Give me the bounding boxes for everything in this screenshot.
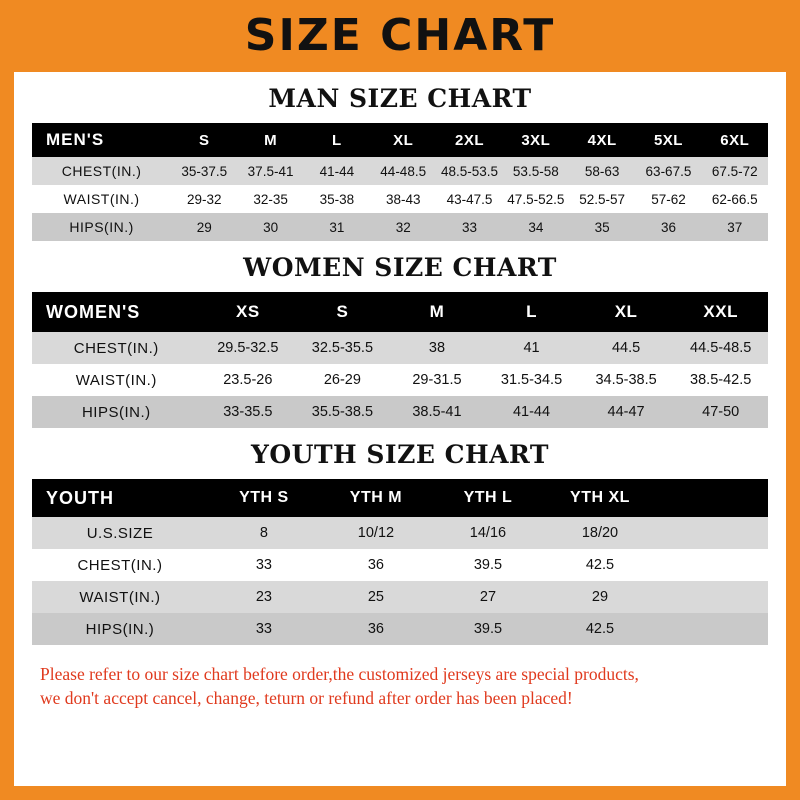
cell-chest-xxl: 44.5-48.5 [690, 340, 752, 356]
cell-waist-2xl: 43-47.5 [446, 191, 493, 207]
cell-hips-xs: 33-35.5 [223, 404, 273, 420]
row-label-waist: WAIST(IN.) [63, 191, 140, 207]
table-man-size-chart [32, 123, 768, 241]
cell-waist-yth-xl: 29 [591, 589, 609, 605]
table-header-row [32, 479, 768, 517]
cell-chest-m: 38 [428, 340, 446, 356]
cell-chest-xs: 29.5-32.5 [217, 340, 279, 356]
cell-hips-yth-m: 36 [367, 621, 384, 637]
section-title-women: WOMEN SIZE CHART [243, 253, 557, 282]
column-header-4xl: 4XL [587, 131, 617, 149]
cell-waist-l: 31.5-34.5 [500, 372, 563, 388]
table-header-row [32, 123, 768, 157]
cell-waist-xl: 38-43 [385, 191, 421, 207]
cell-hips-m: 38.5-41 [412, 404, 462, 420]
cell-chest-yth-s: 33 [255, 557, 272, 573]
section-youth [32, 440, 768, 645]
cell-chest-m: 37.5-41 [247, 163, 294, 179]
column-header-3xl: 3XL [521, 131, 551, 149]
column-header-mens: MEN'S [46, 130, 105, 149]
cell-hips-6xl: 37 [727, 219, 743, 235]
row-label-waist: WAIST(IN.) [75, 371, 157, 389]
cell-chest-yth-m: 36 [367, 557, 384, 573]
cell-us-size-yth-l: 14/16 [469, 525, 507, 541]
cell-spacer [656, 613, 768, 645]
cell-waist-xl: 34.5-38.5 [595, 372, 657, 388]
table-header-row [32, 292, 768, 332]
table-youth-size-chart [32, 479, 768, 645]
table-row [32, 613, 768, 645]
cell-waist-s: 29-32 [187, 191, 222, 207]
cell-chest-3xl: 53.5-58 [512, 163, 559, 179]
cell-waist-l: 35-38 [319, 191, 355, 207]
cell-chest-xl: 44.5 [611, 340, 641, 356]
section-title-man: MAN SIZE CHART [268, 84, 532, 113]
cell-chest-l: 41 [523, 340, 540, 356]
table-row [32, 185, 768, 213]
column-header-l: L [526, 302, 537, 321]
table-row [32, 396, 768, 428]
cell-hips-3xl: 34 [528, 219, 544, 235]
column-header-womens: WOMEN'S [46, 301, 141, 322]
cell-hips-5xl: 36 [660, 219, 676, 235]
cell-waist-yth-s: 23 [255, 589, 272, 605]
cell-waist-xxl: 38.5-42.5 [690, 372, 752, 388]
cell-chest-l: 41-44 [319, 163, 355, 179]
cell-waist-xs: 23.5-26 [223, 372, 273, 388]
cell-chest-4xl: 58-63 [584, 163, 620, 179]
section-man [32, 84, 768, 241]
cell-hips-4xl: 35 [594, 219, 610, 235]
cell-hips-xl: 44-47 [607, 404, 645, 420]
order-notice-line-1: Please refer to our size chart before order,the customized jerseys are special products, [40, 664, 639, 684]
column-header-xl: XL [393, 131, 414, 149]
cell-us-size-yth-s: 8 [259, 525, 268, 541]
cell-waist-s: 26-29 [323, 372, 361, 388]
cell-hips-yth-xl: 42.5 [585, 621, 615, 637]
row-label-hips: HIPS(IN.) [85, 620, 155, 638]
table-row [32, 213, 768, 241]
cell-chest-5xl: 63-67.5 [645, 163, 692, 179]
column-header-spacer [656, 479, 768, 517]
section-title-youth: YOUTH SIZE CHART [251, 440, 549, 469]
cell-chest-2xl: 48.5-53.5 [440, 163, 499, 179]
cell-hips-s: 35.5-38.5 [311, 404, 374, 420]
table-women-size-chart [32, 292, 768, 428]
cell-spacer [656, 581, 768, 613]
column-header-yth-xl: YTH XL [570, 489, 630, 506]
order-notice-line-2: we don't accept cancel, change, teturn or refund after order has been placed! [40, 687, 573, 708]
cell-hips-s: 29 [196, 219, 212, 235]
cell-hips-l: 31 [329, 219, 345, 235]
row-label-hips: HIPS(IN.) [81, 403, 151, 421]
table-row [32, 364, 768, 396]
column-header-xs: XS [235, 302, 260, 321]
cell-hips-yth-s: 33 [255, 621, 272, 637]
cell-spacer [656, 549, 768, 581]
section-women [32, 253, 768, 428]
cell-chest-s: 35-37.5 [181, 163, 228, 179]
cell-hips-xxl: 47-50 [702, 404, 740, 420]
table-row [32, 549, 768, 581]
order-notice [32, 663, 768, 710]
cell-hips-m: 30 [263, 219, 279, 235]
cell-waist-4xl: 52.5-57 [579, 191, 626, 207]
cell-waist-3xl: 47.5-52.5 [507, 191, 565, 207]
table-row [32, 581, 768, 613]
column-header-s: S [199, 131, 210, 149]
column-header-2xl: 2XL [455, 131, 485, 149]
cell-chest-6xl: 67.5-72 [711, 163, 758, 179]
column-header-yth-l: YTH L [463, 489, 513, 506]
column-header-6xl: 6XL [720, 131, 750, 149]
row-label-chest: CHEST(IN.) [77, 556, 163, 574]
cell-us-size-yth-m: 10/12 [357, 525, 395, 541]
table-row [32, 517, 768, 549]
header-band [0, 0, 800, 72]
column-header-xxl: XXL [703, 302, 738, 321]
cell-waist-yth-l: 27 [479, 589, 497, 605]
row-label-chest: CHEST(IN.) [73, 339, 159, 357]
row-label-hips: HIPS(IN.) [69, 219, 134, 235]
row-label-waist: WAIST(IN.) [79, 588, 161, 606]
column-header-xl: XL [614, 302, 638, 321]
column-header-yth-s: YTH S [239, 489, 289, 506]
cell-chest-s: 32.5-35.5 [311, 340, 374, 356]
row-label-chest: CHEST(IN.) [61, 163, 142, 179]
cell-waist-6xl: 62-66.5 [711, 191, 758, 207]
column-header-yth-m: YTH M [349, 489, 403, 506]
column-header-s: S [336, 302, 349, 321]
cell-chest-yth-l: 39.5 [473, 557, 503, 573]
cell-waist-m: 29-31.5 [412, 372, 462, 388]
cell-waist-yth-m: 25 [367, 589, 384, 605]
cell-waist-m: 32-35 [253, 191, 288, 207]
row-label-us-size: U.S.SIZE [86, 524, 154, 542]
column-header-m: M [264, 131, 278, 149]
column-header-5xl: 5XL [653, 131, 683, 149]
column-header-m: M [429, 302, 445, 321]
column-header-youth: YOUTH [46, 487, 114, 508]
content-area [14, 84, 786, 710]
cell-chest-yth-xl: 42.5 [585, 557, 615, 573]
column-header-l: L [332, 131, 342, 149]
cell-hips-2xl: 33 [462, 219, 478, 235]
page-title: SIZE CHART [244, 10, 556, 61]
cell-hips-xl: 32 [395, 219, 411, 235]
cell-spacer [656, 517, 768, 549]
cell-hips-yth-l: 39.5 [473, 621, 503, 637]
cell-us-size-yth-xl: 18/20 [581, 525, 619, 541]
table-row [32, 157, 768, 185]
cell-chest-xl: 44-48.5 [380, 163, 427, 179]
table-row [32, 332, 768, 364]
cell-hips-l: 41-44 [512, 404, 551, 420]
cell-waist-5xl: 57-62 [651, 191, 686, 207]
